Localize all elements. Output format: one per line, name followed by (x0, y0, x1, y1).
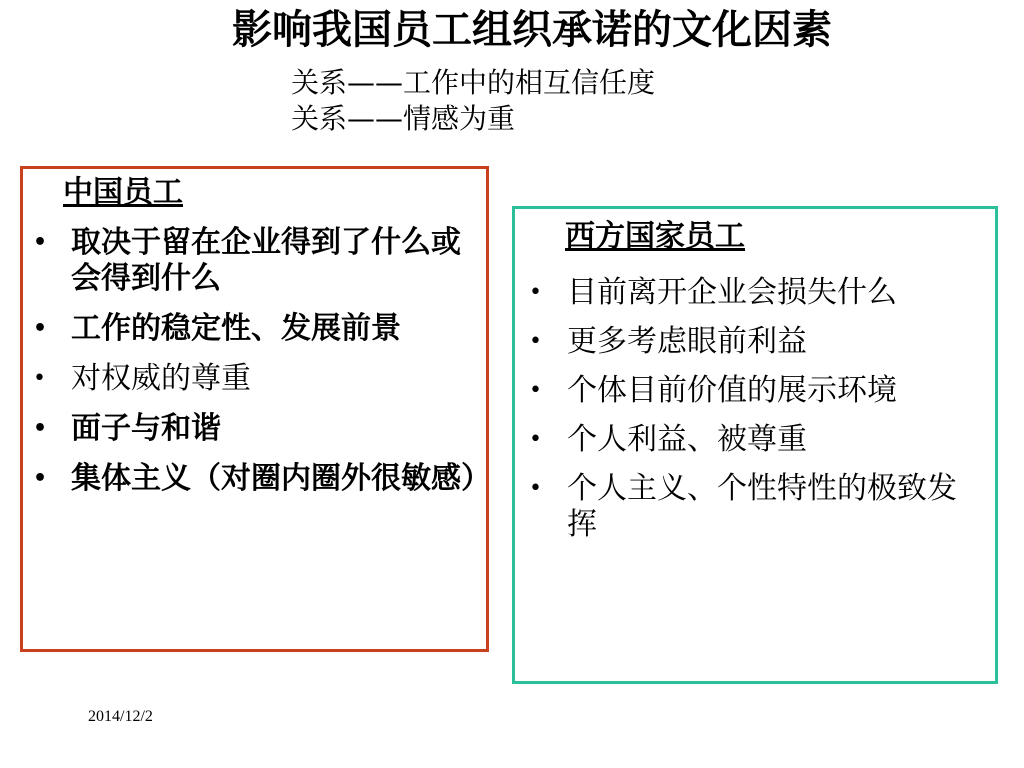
list-item-text: 个人主义、个性特性的极致发挥 (567, 471, 957, 542)
list-item (31, 461, 491, 497)
chinese-employees-box (20, 166, 489, 652)
list-item (527, 422, 982, 458)
footer-date: 2014/12/2 (88, 708, 153, 725)
subtitle-emotion: 关系——情感为重 (291, 102, 516, 135)
bullet-icon: • (529, 427, 542, 452)
bullet-icon: • (33, 230, 48, 255)
list-item (527, 324, 982, 360)
list-item (31, 225, 476, 297)
bullet-icon: • (529, 378, 542, 403)
list-item-text: 更多考虑眼前利益 (567, 324, 807, 359)
bullet-icon: • (33, 366, 46, 391)
list-item (527, 471, 982, 543)
bullet-icon: • (33, 466, 48, 491)
list-item (31, 361, 476, 397)
list-item-text: 工作的稳定性、发展前景 (71, 311, 401, 346)
bullet-icon: • (33, 416, 48, 441)
list-item (31, 411, 476, 447)
chinese-employees-heading: 中国员工 (63, 175, 183, 210)
list-item (527, 275, 982, 311)
list-item-text: 目前离开企业会损失什么 (567, 275, 897, 310)
chinese-employees-list (31, 225, 491, 511)
bullet-icon: • (529, 476, 542, 501)
list-item-text: 对权威的尊重 (71, 361, 251, 396)
list-item-text: 取决于留在企业得到了什么或会得到什么 (71, 225, 461, 296)
list-item (31, 311, 476, 347)
bullet-icon: • (33, 316, 48, 341)
western-employees-box (512, 206, 998, 684)
list-item-text: 个体目前价值的展示环境 (567, 373, 897, 408)
subtitle-trust: 关系——工作中的相互信任度 (291, 66, 656, 99)
western-employees-heading: 西方国家员工 (565, 219, 745, 254)
slide-title: 影响我国员工组织承诺的文化因素 (232, 7, 832, 53)
list-item-text: 面子与和谐 (71, 411, 221, 446)
bullet-icon: • (529, 329, 542, 354)
western-employees-list (527, 275, 982, 556)
list-item-text: 个人利益、被尊重 (567, 422, 807, 457)
bullet-icon: • (529, 280, 542, 305)
list-item (527, 373, 982, 409)
list-item-text: 集体主义（对圈内圈外很敏感） (71, 461, 491, 496)
